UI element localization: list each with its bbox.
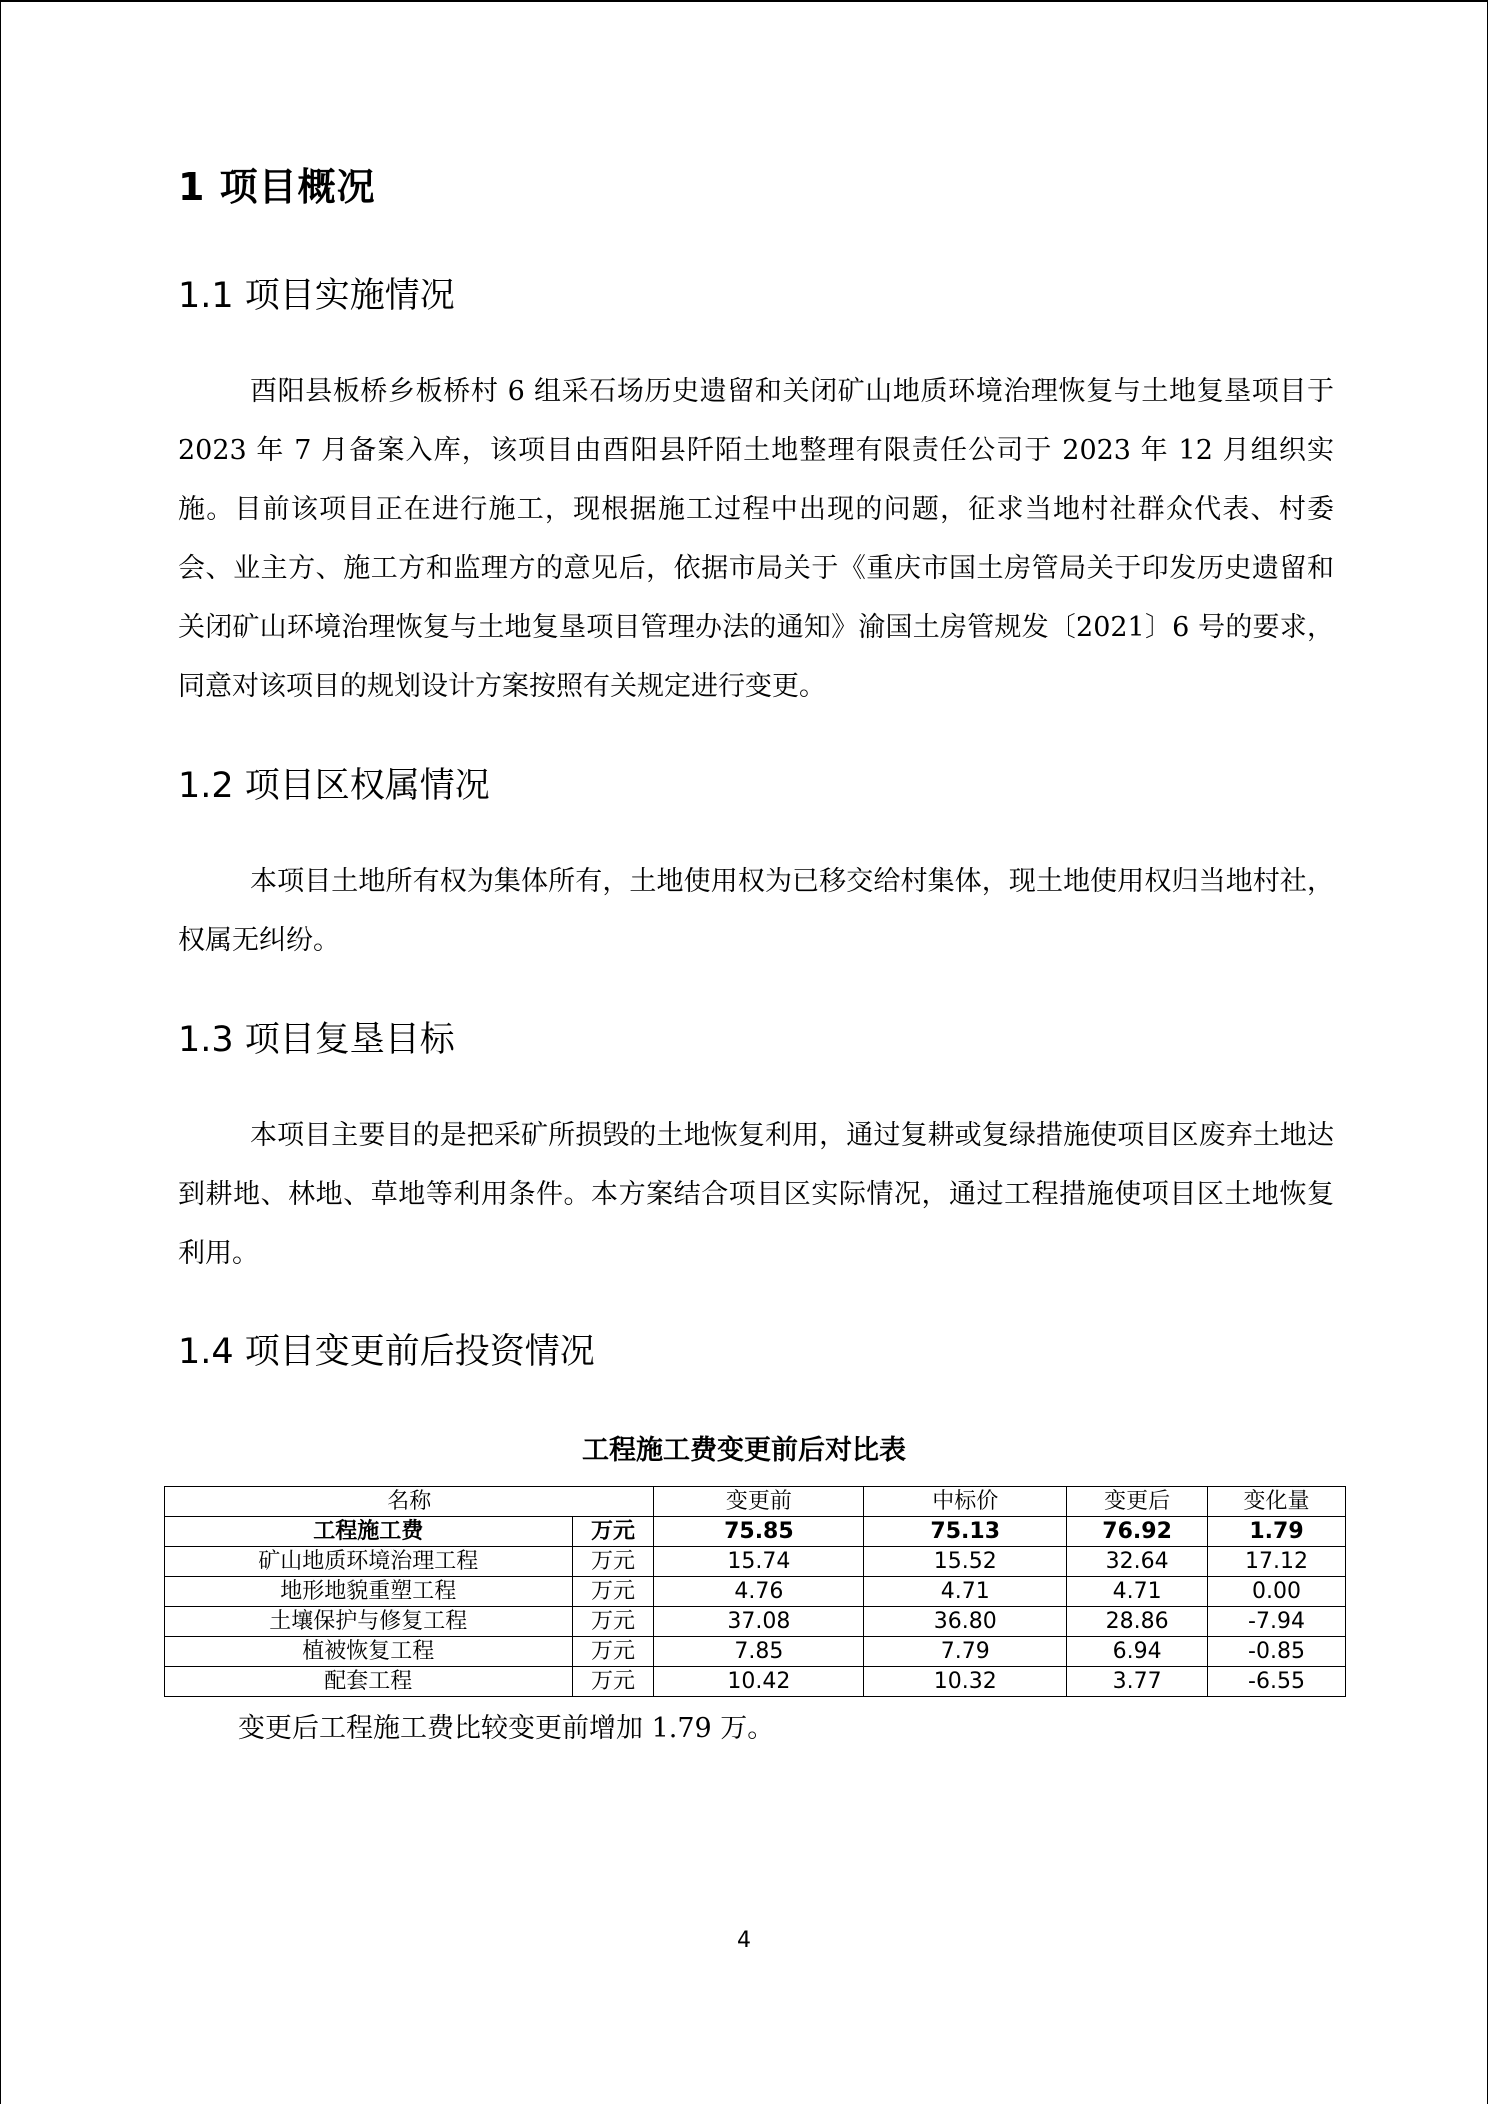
table-row: [165, 1517, 1346, 1547]
cell-bid: 10.32: [864, 1667, 1067, 1697]
cell-unit: 万元: [572, 1517, 654, 1547]
cell-before: 37.08: [654, 1607, 864, 1637]
cell-after: 6.94: [1067, 1637, 1208, 1667]
table-header-row: [165, 1487, 1346, 1517]
cell-before: 75.85: [654, 1517, 864, 1547]
table-row: [165, 1577, 1346, 1607]
cell-name: 工程施工费: [165, 1517, 573, 1547]
section-1-1-title: 1.1 项目实施情况: [178, 276, 455, 316]
cell-unit: 万元: [572, 1607, 654, 1637]
header-before: 变更前: [654, 1487, 864, 1517]
cell-bid: 4.71: [864, 1577, 1067, 1607]
cell-unit: 万元: [572, 1637, 654, 1667]
cell-change: -6.55: [1208, 1667, 1346, 1697]
cell-name: 矿山地质环境治理工程: [165, 1547, 573, 1577]
cell-name: 地形地貌重塑工程: [165, 1577, 573, 1607]
cell-bid: 75.13: [864, 1517, 1067, 1547]
cell-name: 土壤保护与修复工程: [165, 1607, 573, 1637]
section-1-1-paragraph: 酉阳县板桥乡板桥村 6 组采石场历史遗留和关闭矿山地质环境治理恢复与土地复垦项目于 2023 年 7 月备案入库，该项目由酉阳县阡陌土地整理有限责任公司于 2023 年 12 月组织实施。目前该项目正在进行施工，现根据施工过程中出现的问题，征求当地村社群众代表、村委会、业主方、施工方和监理方的意见后，依据市局关于《重庆市国土房管局关于印发历史遗留和关闭矿山环境治理恢复与土地复垦项目管理办法的通知》渝国土房管规发〔2021〕6 号的要求，同意对该项目的规划设计方案按照有关规定进行变更。: [178, 376, 1334, 702]
cell-bid: 15.52: [864, 1547, 1067, 1577]
cell-after: 76.92: [1067, 1517, 1208, 1547]
section-1-title: 1 项目概况: [178, 165, 376, 209]
cell-before: 10.42: [654, 1667, 864, 1697]
table-row: [165, 1607, 1346, 1637]
table-row: [165, 1637, 1346, 1667]
cell-name: 配套工程: [165, 1667, 573, 1697]
cost-comparison-table: [164, 1486, 1346, 1697]
cell-change: 0.00: [1208, 1577, 1346, 1607]
cell-unit: 万元: [572, 1577, 654, 1607]
header-bid: 中标价: [864, 1487, 1067, 1517]
cell-change: -0.85: [1208, 1637, 1346, 1667]
cell-change: 1.79: [1208, 1517, 1346, 1547]
table-row: [165, 1547, 1346, 1577]
cell-bid: 7.79: [864, 1637, 1067, 1667]
cell-before: 4.76: [654, 1577, 864, 1607]
table-row: [165, 1667, 1346, 1697]
cell-change: -7.94: [1208, 1607, 1346, 1637]
header-change: 变化量: [1208, 1487, 1346, 1517]
cell-before: 15.74: [654, 1547, 864, 1577]
cell-unit: 万元: [572, 1667, 654, 1697]
cell-after: 32.64: [1067, 1547, 1208, 1577]
table-title: 工程施工费变更前后对比表: [582, 1435, 906, 1466]
cell-after: 4.71: [1067, 1577, 1208, 1607]
cell-name: 植被恢复工程: [165, 1637, 573, 1667]
header-after: 变更后: [1067, 1487, 1208, 1517]
section-1-2-paragraph: 本项目土地所有权为集体所有，土地使用权为已移交给村集体，现土地使用权归当地村社，权属无纠纷。: [178, 866, 1334, 956]
cell-before: 7.85: [654, 1637, 864, 1667]
section-1-3-title: 1.3 项目复垦目标: [178, 1020, 455, 1060]
page-number: 4: [737, 1928, 751, 1953]
section-1-3-paragraph: 本项目主要目的是把采矿所损毁的土地恢复利用，通过复耕或复绿措施使项目区废弃土地达到耕地、林地、草地等利用条件。本方案结合项目区实际情况，通过工程措施使项目区土地恢复利用。: [178, 1120, 1334, 1269]
section-1-4-title: 1.4 项目变更前后投资情况: [178, 1332, 595, 1372]
cell-unit: 万元: [572, 1547, 654, 1577]
cell-after: 28.86: [1067, 1607, 1208, 1637]
cell-after: 3.77: [1067, 1667, 1208, 1697]
section-1-2-title: 1.2 项目区权属情况: [178, 766, 490, 806]
cell-change: 17.12: [1208, 1547, 1346, 1577]
table-note: 变更后工程施工费比较变更前增加 1.79 万。: [238, 1713, 775, 1744]
header-name: 名称: [165, 1487, 654, 1517]
cell-bid: 36.80: [864, 1607, 1067, 1637]
